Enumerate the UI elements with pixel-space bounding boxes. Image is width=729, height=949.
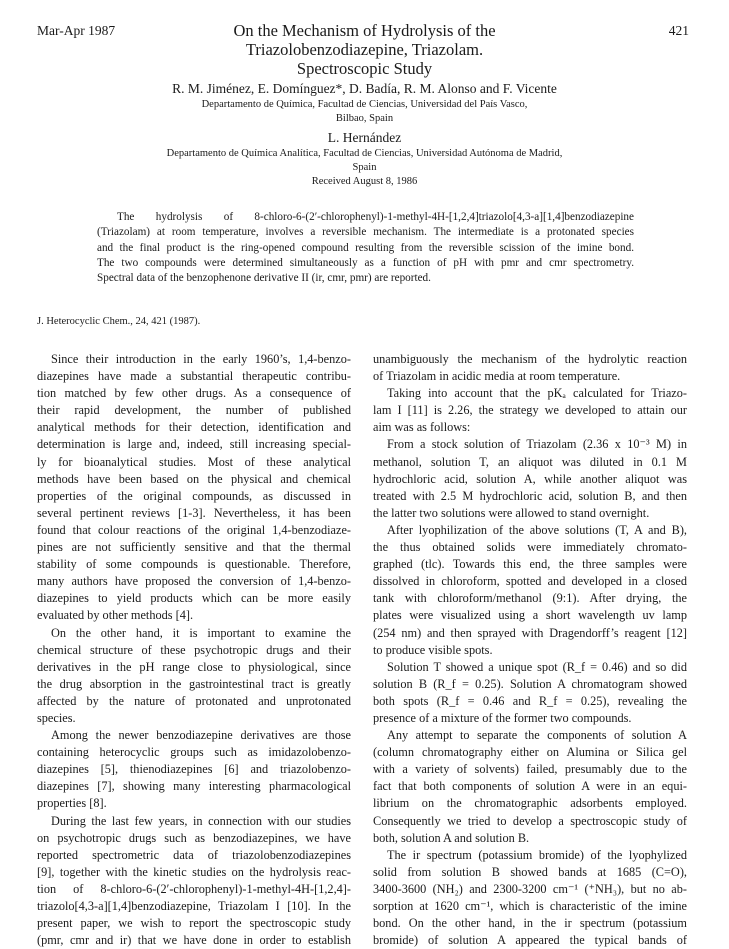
text-line: Any attempt to separate the components of solution A bbox=[387, 728, 687, 743]
text-line: (column chromatography either on Alumina or Silica gel bbox=[373, 745, 687, 760]
text-line: derivatives in the pH range close to physiological, since bbox=[37, 659, 351, 674]
text-line: diazepines to yield products which can be more easily bbox=[37, 591, 351, 606]
text-line: stability of some compounds is questionable. Therefore, bbox=[37, 557, 351, 572]
text-line: present paper, we wish to report the spectroscopic study bbox=[37, 916, 351, 931]
text-line: of Triazolam in acidic media at room temperature. bbox=[373, 369, 621, 384]
title-line-2: Triazolobenzodiazepine, Triazolam. bbox=[245, 40, 484, 59]
page-number: 421 bbox=[668, 23, 689, 38]
text-line: dissolved in chloroform, spotted and developed in a closed bbox=[373, 574, 687, 589]
abstract-line: and the final product is the ring-opened compound resulting from the reversible scission of the imine bond. bbox=[97, 241, 634, 254]
text-line: bond. On the other hand, in the ir spectrum (potassium bbox=[373, 916, 687, 931]
text-line: to produce visible spots. bbox=[373, 642, 493, 657]
affiliation-1-line-2: Bilbao, Spain bbox=[335, 113, 394, 124]
text-line: many authors have proposed the conversion of 1,4-benzo- bbox=[37, 574, 351, 589]
text-line: diazepines [5], thienodiazepines [6] and triazolobenzo- bbox=[37, 762, 351, 777]
text-line: ly for bioanalytical studies. Most of these analytical bbox=[37, 454, 351, 469]
received-date: Received August 8, 1986 bbox=[311, 176, 418, 187]
text-line: plates were visualized using a short wavelength uv lamp bbox=[373, 608, 687, 623]
text-line: solution B (R_f = 0.25). Solution A chromatogram showed bbox=[373, 676, 687, 691]
text-line: Taking into account that the pKₐ calculated for Triazo- bbox=[387, 386, 687, 401]
text-line: several pertinent reviews [1-3]. Nevertheless, it has been bbox=[37, 505, 351, 520]
journal-citation: J. Heterocyclic Chem., 24, 421 (1987). bbox=[37, 316, 201, 327]
author-2: L. Hernández bbox=[327, 130, 402, 145]
text-line: Solution T showed a unique spot (R_f = 0.46) and so did bbox=[387, 659, 687, 674]
text-line: affected by the nature of protonated and unprotonated bbox=[37, 693, 351, 708]
text-line: From a stock solution of Triazolam (2.36 x 10⁻³ M) in bbox=[387, 437, 687, 452]
text-line: After lyophilization of the above solutions (T, A and B), bbox=[387, 522, 687, 537]
title-line-1: On the Mechanism of Hydrolysis of the bbox=[233, 21, 496, 40]
text-line: diazepines have made a substantial therapeutic contribu- bbox=[37, 369, 351, 384]
affiliation-2-line-2: Spain bbox=[352, 162, 377, 173]
text-line: reported spectrometric data of triazolobenzodiazepines bbox=[37, 847, 351, 862]
text-line: methods have been based on the physical and chemical bbox=[37, 471, 351, 486]
text-line: determination is large and, indeed, still increasing special- bbox=[37, 437, 351, 452]
text-line: aim was as follows: bbox=[373, 420, 471, 435]
text-line: methanol, solution T, an aliquot was diluted in 0.1 M bbox=[373, 454, 687, 469]
text-line: During the last few years, in connection with our studies bbox=[51, 813, 351, 828]
text-line: with a variety of solvents) failed, presumably due to the bbox=[373, 762, 687, 777]
text-line: Since their introduction in the early 1960’s, 1,4-benzo- bbox=[51, 352, 351, 366]
left-column bbox=[37, 351, 351, 949]
affiliation-1-line-1: Departamento de Química, Facultad de Ciencias, Universidad del País Vasco, bbox=[201, 99, 528, 110]
abstract-line: The hydrolysis of 8-chloro-6-(2′-chlorophenyl)-1-methyl-4H-[1,2,4]triazolo[4,3-a][1,4]benzodiazepine bbox=[117, 211, 634, 223]
title-line-3: Spectroscopic Study bbox=[296, 59, 433, 78]
text-line: fact that both components of solution A were in an equi- bbox=[373, 779, 687, 794]
abstract bbox=[97, 210, 634, 286]
text-line: both spots (R_f = 0.46 and R_f = 0.25), revealing the bbox=[373, 693, 687, 708]
text-line: solid from solution B showed bands at 1685 (C=O), bbox=[373, 864, 687, 879]
text-line: treated with 2.5 M hydrochloric acid, solution B, and then bbox=[373, 488, 687, 503]
text-line: chemical structure of these psychotropic drugs and their bbox=[37, 642, 351, 657]
abstract-line: (Triazolam) at room temperature, involves a reversible mechanism. The intermediate is a protonated species bbox=[97, 226, 634, 239]
text-line: The ir spectrum (potassium bromide) of the lyophylized bbox=[387, 847, 687, 862]
abstract-line: Spectral data of the benzophenone derivative II (ir, cmr, pmr) are reported. bbox=[97, 272, 431, 285]
text-line: lam I [11] is 2.26, the strategy we developed to attain our bbox=[373, 403, 687, 418]
text-line: evaluated by other methods [4]. bbox=[37, 608, 194, 623]
text-line: 3400-3600 (NH₂) and 2300-3200 cm⁻¹ (⁺NH₃), but no ab- bbox=[373, 881, 687, 896]
text-line: containing heterocyclic groups such as imidazolobenzo- bbox=[37, 745, 351, 760]
text-line: on psychotropic drugs such as benzodiazepines, we have bbox=[37, 830, 351, 845]
text-line: their rapid development, the number of published bbox=[37, 403, 351, 418]
text-line: tion of 8-chloro-6-(2′-chlorophenyl)-1-methyl-4H-[1,2,4]- bbox=[37, 881, 351, 896]
text-line: graphed (tlc). Towards this end, the three samples were bbox=[373, 557, 687, 572]
authors: R. M. Jiménez, E. Domínguez*, D. Badía, R. M. Alonso and F. Vicente bbox=[172, 81, 557, 96]
text-line: pines are not sufficiently sensitive and that the thermal bbox=[37, 540, 351, 555]
text-line: tion matched by few other drugs. As a consequence of bbox=[37, 386, 351, 401]
abstract-line: The two compounds were determined simultaneously as a function of pH with pmr and cmr spectrometry. bbox=[97, 256, 634, 269]
text-line: bromide) of solution A appeared the typical bands of bbox=[373, 933, 687, 948]
text-line: the thus obtained solids were immediately chromato- bbox=[373, 540, 687, 555]
text-line: On the other hand, it is important to examine the bbox=[51, 625, 351, 640]
text-line: the latter two solutions were allowed to stand overnight. bbox=[373, 505, 650, 520]
text-line: species. bbox=[37, 710, 76, 725]
text-line: [9], together with the kinetic studies on the hydrolysis reac- bbox=[37, 864, 351, 879]
text-line: (pmr, cmr and ir) that we have done in order to establish bbox=[37, 933, 351, 948]
text-line: Consequently we tried to develop a spectroscopic study of bbox=[373, 813, 687, 828]
text-line: the drug absorption in the gastrointestinal tract is greatly bbox=[37, 676, 351, 691]
text-line: triazolo[4,3-a][1,4]benzodiazepine, Triazolam I [10]. In the bbox=[37, 899, 351, 913]
affiliation-2-line-1: Departamento de Química Analítica, Facultad de Ciencias, Universidad Autónoma de Madrid, bbox=[166, 148, 563, 159]
text-line: analytical methods for their detection, identification and bbox=[37, 420, 351, 435]
text-line: hydrochloric acid, solution A, while another aliquot was bbox=[373, 471, 687, 486]
text-line: diazepines [7], showing many interesting pharmacological bbox=[37, 779, 351, 794]
text-line: Among the newer benzodiazepine derivatives are those bbox=[51, 728, 351, 743]
text-line: sorption at 1620 cm⁻¹, which is characteristic of the imine bbox=[373, 899, 687, 913]
text-line: (254 nm) and then sprayed with Dragendorff’s reagent [12] bbox=[373, 625, 687, 640]
issue-date: Mar-Apr 1987 bbox=[37, 23, 116, 38]
article-heading bbox=[0, 21, 729, 189]
text-line: librium on the chromatographic adsorbents employed. bbox=[373, 796, 687, 811]
text-line: presence of a mixture of the former two compounds. bbox=[373, 710, 632, 725]
text-line: found that colour reactions of the original 1,4-benzodiaze- bbox=[37, 522, 351, 537]
text-line: both, solution A and solution B. bbox=[373, 830, 530, 845]
text-line: properties [8]. bbox=[37, 796, 107, 811]
right-column bbox=[373, 351, 687, 949]
text-line: tank with chloroform/methanol (9:1). After drying, the bbox=[373, 591, 687, 606]
text-line: unambiguously the mechanism of the hydrolytic reaction bbox=[373, 352, 687, 366]
text-line: properties of the original compounds, as discussed in bbox=[37, 488, 351, 503]
